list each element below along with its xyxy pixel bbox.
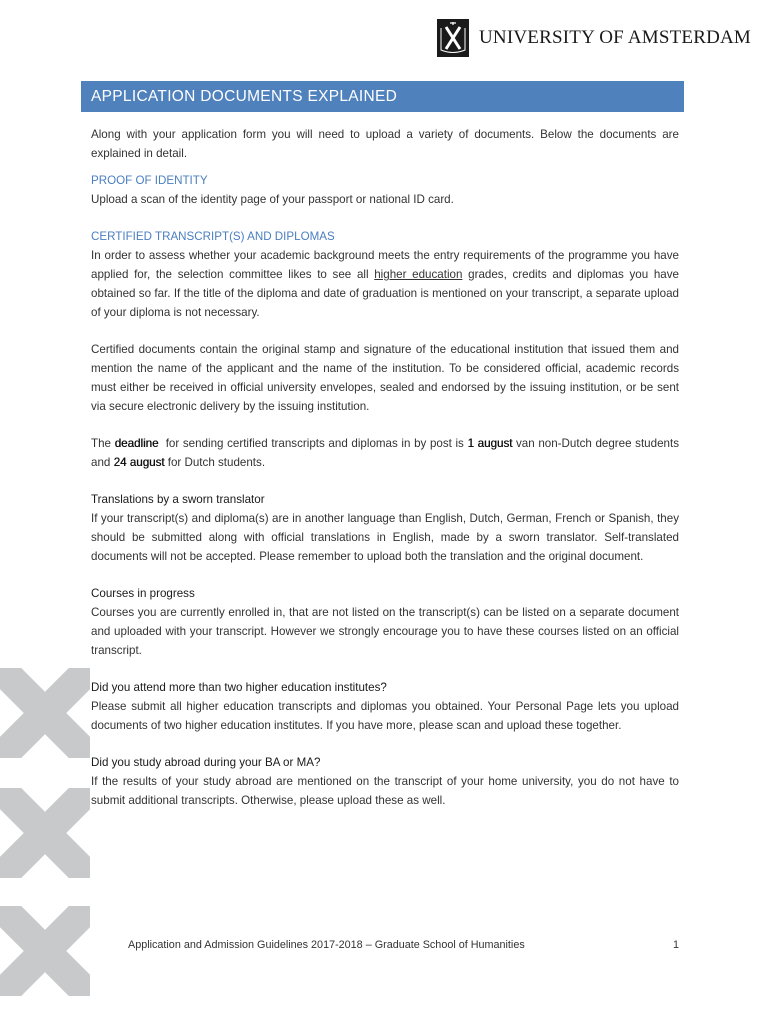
proof-body: Upload a scan of the identity page of your passport or national ID card.	[91, 193, 454, 206]
translations-heading: Translations by a sworn translator	[91, 493, 265, 506]
institutes-heading: Did you attend more than two higher education institutes?	[91, 681, 387, 694]
page-title-banner: APPLICATION DOCUMENTS EXPLAINED	[81, 81, 684, 112]
decorative-cross-icon	[0, 668, 90, 758]
higher-education-link[interactable]: higher education	[374, 268, 463, 281]
page-footer	[128, 939, 679, 951]
uva-crest-icon	[437, 19, 469, 57]
translations-body: If your transcript(s) and diploma(s) are in another language than English, Dutch, German, French or Spanish, they should be submitted along with official translations in English, made by a sworn translator. Self-translated documents will not be accepted. Please remember to upload both the translation and the original document.	[91, 512, 679, 563]
intro-paragraph: Along with your application form you will need to upload a variety of documents. Below the documents are explained in detail.	[91, 128, 679, 160]
abroad-heading: Did you study abroad during your BA or MA?	[91, 756, 321, 769]
footer-text: Application and Admission Guidelines 2017-2018 – Graduate School of Humanities	[128, 939, 525, 951]
certified-heading: CERTIFIED TRANSCRIPT(S) AND DIPLOMAS	[91, 230, 335, 243]
courses-body: Courses you are currently enrolled in, that are not listed on the transcript(s) can be listed on a separate document and uploaded with your transcript. However we strongly encourage you to have these courses listed on an official transcript.	[91, 606, 679, 657]
certified-paragraph-1: In order to assess whether your academic background meets the entry requirements of the programme you have applied for, the selection committee likes to see all higher education grades, credits and diplomas you have obtained so far. If the title of the diploma and date of graduation is mentioned on your transcript, a separate upload of your diploma is not necessary.	[91, 249, 679, 319]
institutes-body: Please submit all higher education transcripts and diplomas you obtained. Your Personal Page lets you upload documents of two higher education institutes. If you have more, please scan and upload these together.	[91, 700, 679, 732]
deadline-date-non-dutch: 1 august	[467, 437, 513, 450]
decorative-cross-icon	[0, 788, 90, 878]
logo-text: UNIVERSITY OF AMSTERDAM	[479, 27, 752, 48]
proof-heading: PROOF OF IDENTITY	[91, 174, 208, 187]
deadline-paragraph: The deadline for sending certified transcripts and diplomas in by post is 1 august van non-Dutch degree students and 24 august for Dutch students.	[91, 437, 679, 469]
deadline-label: deadline	[114, 437, 159, 450]
courses-heading: Courses in progress	[91, 587, 195, 600]
certified-paragraph-2: Certified documents contain the original stamp and signature of the educational institution that issued them and mention the name of the applicant and the name of the institution. To be considered official, academic records must either be received in official university envelopes, sealed and endorsed by the issuing institution, or be sent via secure electronic delivery by the issuing institution.	[91, 343, 679, 413]
page-number: 1	[672, 939, 679, 951]
deadline-date-dutch: 24 august	[113, 456, 165, 469]
abroad-body: If the results of your study abroad are mentioned on the transcript of your home university, you do not have to submit additional transcripts. Otherwise, please upload these as well.	[91, 775, 679, 807]
document-body	[91, 125, 679, 810]
university-logo	[437, 18, 751, 58]
decorative-cross-icon	[0, 906, 90, 996]
